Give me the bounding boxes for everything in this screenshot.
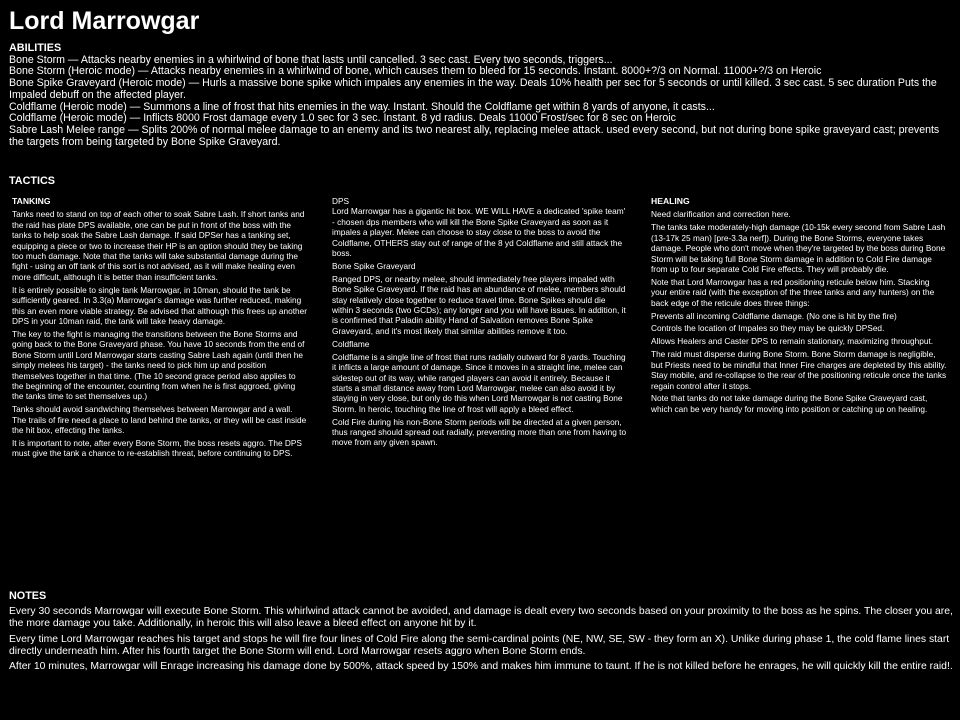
healing-column [651,196,947,417]
healing-paragraph: The tanks take moderately-high damage (10-15k every second from Sabre Lash (13-17k 25 man) [pre-3.3a nerf]). During the Bone Storms, everyone takes damage. People who don't move when they're targeted by the boss during Bone Storm will be taking full Bone Storm damage in addition to Cold Fire damage from up to four separate Cold Fire effects. They will probably die. [651,222,946,274]
tanking-column [12,196,308,461]
healing-paragraph: Controls the location of Impales so they may be quickly DPSed. [651,323,885,334]
tanking-paragraph: Tanks should avoid sandwiching themselves between Marrowgar and a wall. The trails of fire need a place to land behind the tanks, or they will be cast inside the hit box, effecting the tanks. [12,404,307,436]
notes-heading: NOTES [9,590,47,602]
ability-line: Sabre Lash Melee range — Splits 200% of normal melee damage to an enemy and its two nearest ally, replacing melee attack. used every second, but not during bone spike graveyard cast; prevents the targets from being targeted by Bone Spike Graveyard. [9,123,940,148]
tactics-heading: TACTICS [9,175,55,187]
dps-column [332,196,628,450]
healing-heading: HEALING [651,196,690,206]
dps-paragraph: Coldflame is a single line of frost that runs radially outward for 8 yards. Touching it inflicts a large amount of damage. Since it moves in a straight line, melee can sidestep out of its way, while ranged players can avoid it entirely. Because it starts a small distance away from Lord Marrowgar, melee can also avoid it by staying in very close, but only do this when Lord Marrowgar is not casting Bone Storm. In heroic, touching the line of frost will apply a bleed effect. [332,351,626,414]
abilities-heading: ABILITIES [9,42,62,54]
ability-line: Coldflame (Heroic mode) — Summons a line of frost that hits enemies in the way. Instant. Should the Coldflame get within 8 yards of anyone, it casts... [9,100,715,113]
dps-paragraph: Lord Marrowgar has a gigantic hit box. WE WILL HAVE a dedicated 'spike team' - chosen dps members who will kill the Bone Spike Graveyard as soon as it impales a player. Melee can choose to stay close to the boss to avoid the Coldflame, OTHERS stay out of range of the 8 yd Coldflame and still attack the boss. [332,206,626,259]
dps-subheading: Bone Spike Graveyard [332,260,416,271]
healing-paragraph: Note that Lord Marrowgar has a red positioning reticule below him. Stacking your entire raid (with the exception of the three tanks and any hunters) on the back edge of the reticule does three things: [651,276,935,308]
dps-subheading: Coldflame [332,338,370,349]
tanking-heading: TANKING [12,196,51,206]
tanking-paragraph: The key to the fight is managing the transitions between the Bone Storms and going back to the Bone Graveyard phase. You have 10 seconds from the end of Bone Storm until Lord Marrowgar starts casting Sabre Lash again (until then he simply melees his target) - the tanks need to pick him up and position themselves together in that time. (The 10 second grace period also applies to the beginning of the encounter, counting from when he is first aggroed, giving the tanks time to set themselves up.) [12,328,305,402]
ability-line: Bone Spike Graveyard (Heroic mode) — Hurls a massive bone spike which impales any enemies in the way. Deals 10% health per sec for 5 seconds or until killed. 3 sec cast. 5 sec duration Puts the Impaled debuff on the affected player. [9,77,937,101]
notes-paragraph: After 10 minutes, Marrowgar will Enrage increasing his damage done by 500%, attack speed by 150% and makes him immune to taunt. If he is not killed before he enrages, he will quickly kill the entire raid!. [9,661,953,673]
healing-paragraph: Need clarification and correction here. [651,209,791,220]
healing-paragraph: Allows Healers and Caster DPS to remain stationary, maximizing throughput. [651,336,934,347]
notes-paragraph: Every time Lord Marrowgar reaches his target and stops he will fire four lines of Cold Fire along the semi-cardinal points (NE, NW, SE, SW - they form an X). Unlike during phase 1, the cold flame lines start directly underneath him. After his fourth target the Bone Storm will end. Lord Marrowgar resets aggro when Bone Storm ends. [9,633,950,657]
notes-paragraph: Every 30 seconds Marrowgar will execute Bone Storm. This whirlwind attack cannot be avoided, and damage is dealt every two seconds based on your proximity to the boss as he spins. The closer you are, the more damage you take. Additionally, in heroic this will also leave a bleed effect on anyone hit by it. [9,606,953,630]
tanking-paragraph: It is important to note, after every Bone Storm, the boss resets aggro. The DPS must give the tank a chance to re-establish threat, before continuing to DPS. [12,437,302,459]
page-title: Lord Marrowgar [9,7,200,35]
dps-paragraph: Ranged DPS, or nearby melee, should immediately free players impaled with Bone Spike Graveyard. If the raid has an abundance of melee, members should stay relatively close together to reduce travel time. Bone Spikes should die within 3 seconds (two GCDs); any longer and you will have issues. In addition, it is confirmed that Paladin ability Hand of Salvation removes Bone Spike Graveyard, and it's most likely that similar abilities remove it too. [332,273,626,336]
ability-line: Bone Storm (Heroic mode) — Attacks nearby enemies in a whirlwind of bone, which causes them to bleed for 15 seconds. Instant. 8000+?/3 on Normal. 11000+?/3 on Heroic [9,65,822,78]
tanking-paragraph: It is entirely possible to single tank Marrowgar, in 10man, should the tank be sufficiently geared. In 3.3(a) Marrowgar's damage was further reduced, making this an even more viable strategy. Be advised that although this frees up another DPS in your 10man raid, the tank will take heavy damage. [12,284,308,326]
tanking-paragraph: Tanks need to stand on top of each other to soak Sabre Lash. If short tanks and the raid has plate DPS available, one can be put in front of the boss with the tanks to help soak the Sabre Lash damage. If said DPSer has a tanking set, equipping a piece or two to increase their HP is an option should they be taking too much damage. Note that the tanks will take substantial damage during the fight - using an off tank of this sort is not advised, as it will make healing even more difficult, although it is better than insufficient tanks. [12,209,305,282]
ability-line: Coldflame (Heroic mode) — Inflicts 8000 Frost damage every 1.0 sec for 3 sec. Instant. 8 yd radius. Deals 11000 Frost/sec for 8 sec on Heroic [9,112,676,125]
notes-section [9,590,954,676]
dps-paragraph: Cold Fire during his non-Bone Storm periods will be directed at a given person, thus ranged should spread out radially, preventing more than one from having to move from any given spawn. [332,416,627,448]
healing-paragraph: Prevents all incoming Coldflame damage. (No one is hit by the fire) [651,310,897,321]
healing-paragraph: The raid must disperse during Bone Storm. Bone Storm damage is negligible, but Priests need to be mindful that Inner Fire charges are depleted by this ability. Stay mobile, and re-collapse to the rear of the positioning reticule once the tanks regain control after it stops. [651,349,947,391]
healing-paragraph: Note that tanks do not take damage during the Bone Spike Graveyard cast, which can be very handy for moving into position or catching up on healing. [651,393,928,414]
dps-heading: DPS [332,196,350,206]
abilities-section [9,43,954,148]
ability-line: Bone Storm — Attacks nearby enemies in a whirlwind of bone that lasts until cancelled. 3 sec cast. Every two seconds, triggers... [9,53,613,66]
